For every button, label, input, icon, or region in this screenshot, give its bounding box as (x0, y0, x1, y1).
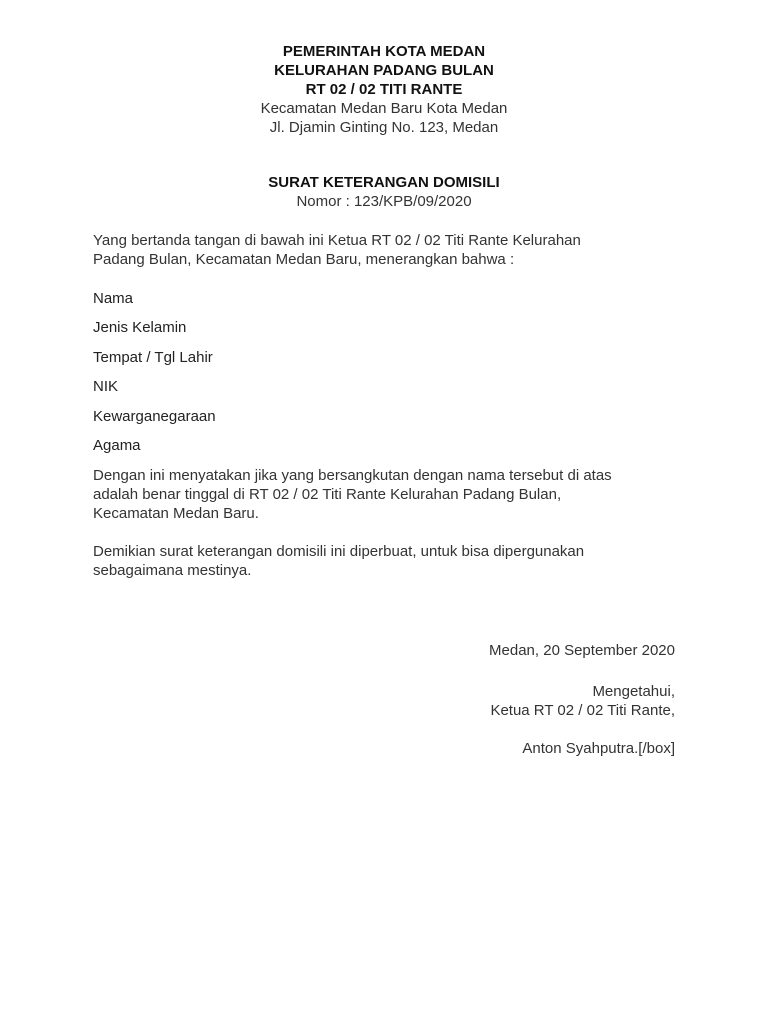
letterhead-rt: RT 02 / 02 TITI RANTE (305, 81, 463, 98)
intro-paragraph (93, 231, 683, 269)
document-number: Nomor : 123/KPB/09/2020 (296, 193, 472, 210)
statement-line-2: adalah benar tinggal di RT 02 / 02 Titi Rante Kelurahan Padang Bulan, (93, 486, 562, 503)
closing-line-1: Demikian surat keterangan domisili ini diperbuat, untuk bisa dipergunakan (93, 543, 585, 560)
signature-position: Ketua RT 02 / 02 Titi Rante, (490, 702, 675, 719)
intro-line-1: Yang bertanda tangan di bawah ini Ketua RT 02 / 02 Titi Rante Kelurahan (93, 232, 581, 249)
field-kewarganegaraan: Kewarganegaraan (93, 408, 216, 425)
signature-acknowledged: Mengetahui, (592, 683, 675, 700)
closing-line-2: sebagaimana mestinya. (93, 562, 252, 579)
field-tempat-tgl-lahir: Tempat / Tgl Lahir (93, 349, 213, 366)
letterhead-address: Jl. Djamin Ginting No. 123, Medan (269, 119, 499, 136)
document-title: SURAT KETERANGAN DOMISILI (268, 174, 500, 191)
letterhead-kecamatan: Kecamatan Medan Baru Kota Medan (260, 100, 508, 117)
statement-paragraph (93, 466, 683, 523)
letterhead-government: PEMERINTAH KOTA MEDAN (282, 43, 486, 60)
field-jenis-kelamin: Jenis Kelamin (93, 319, 187, 336)
statement-line-1: Dengan ini menyatakan jika yang bersangkutan dengan nama tersebut di atas (93, 467, 612, 484)
letterhead-kelurahan: KELURAHAN PADANG BULAN (274, 62, 494, 79)
field-nik: NIK (93, 378, 119, 395)
letterhead (0, 42, 768, 137)
signature-name: Anton Syahputra.[/box] (522, 740, 675, 757)
field-agama: Agama (93, 437, 141, 454)
document-title-block (0, 173, 768, 211)
field-nama: Nama (93, 290, 134, 307)
intro-line-2: Padang Bulan, Kecamatan Medan Baru, menerangkan bahwa : (93, 251, 515, 268)
statement-line-3: Kecamatan Medan Baru. (93, 505, 259, 522)
closing-paragraph (93, 542, 683, 580)
signature-place-date: Medan, 20 September 2020 (489, 642, 675, 659)
